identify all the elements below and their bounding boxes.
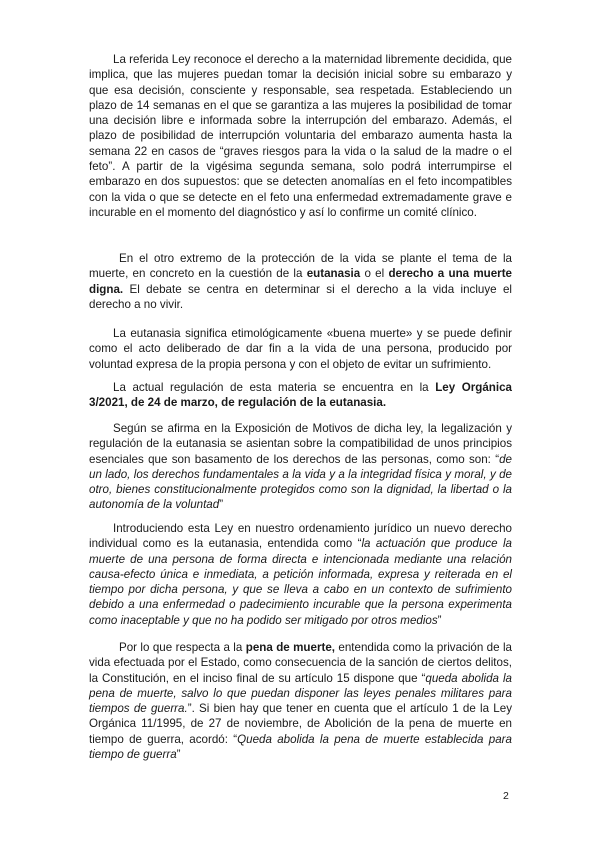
paragraph-new-right: Introduciendo esta Ley en nuestro ordenamiento jurídico un nuevo derecho individual como es la eutanasia, entendida como “la actuación que produce la muerte de una persona de forma directa e intencionada mediante una relación causa-efecto única e inmediata, a petición informada, expresa y reiterada en el tiempo por dicha persona, y que se lleva a cabo en un contexto de sufrimiento debido a una enfermedad o padecimiento incurable que la persona experimenta como inaceptable y que no ha podido ser mitigado por otros medios” xyxy=(89,522,512,627)
paragraph-euthanasia-definition: La eutanasia significa etimológicamente «buena muerte» y se puede definir como el acto deliberado de dar fin a la vida de una persona, producido por voluntad expresa de la propia persona y con el objeto de evitar un sufrimiento. xyxy=(89,327,512,371)
paragraph-euthanasia-intro: En el otro extremo de la protección de la vida se plante el tema de la muerte, en concreto en la cuestión de la eutanasia o el derecho a una muerte digna. El debate se centra en determinar si el derecho a la vida incluye el derecho a no vivir. xyxy=(89,252,513,311)
paragraph-exposition-motives: Según se afirma en la Exposición de Motivos de dicha ley, la legalización y regulación de la eutanasia se asientan sobre la compatibilidad de unos principios esenciales que son basamento de los derechos de las personas, como son: “de un lado, los derechos fundamentales a la vida y a la integridad física y moral, y de otro, bienes constitucionalmente protegidos como son la dignidad, la libertad o la autonomía de la voluntad” xyxy=(89,422,512,512)
paragraph-current-regulation: La actual regulación de esta materia se encuentra en la Ley Orgánica 3/2021, de 24 de marzo, de regulación de la eutanasia. xyxy=(89,381,512,410)
page-number: 2 xyxy=(503,790,509,802)
paragraph-maternity-law: La referida Ley reconoce el derecho a la maternidad libremente decidida, que implica, que las mujeres puedan tomar la decisión inicial sobre su embarazo y que esa decisión, consciente y responsable, sea respetada. Estableciendo un plazo de 14 semanas en el que se garantiza a las mujeres la posibilidad de tomar una decisión libre e informada sobre la interrupción del embarazo. Además, el plazo de posibilidad de interrupción voluntaria del embarazo aumenta hasta la semana 22 en casos de “graves riesgos para la vida o la salud de la madre o el feto”. A partir de la vigésima segunda semana, solo podrá interrumpirse el embarazo en dos supuestos: que se detecten anomalías en el feto incompatibles con la vida o que se detecte en el feto una enfermedad extremadamente grave e incurable en el momento del diagnóstico y así lo confirme un comité clínico. xyxy=(89,53,512,219)
paragraph-death-penalty: Por lo que respecta a la pena de muerte, entendida como la privación de la vida efectuada por el Estado, como consecuencia de la sanción de ciertos delitos, la Constitución, en el inciso final de su artículo 15 dispone que “queda abolida la pena de muerte, salvo lo que puedan disponer las leyes penales militares para tiempos de guerra.”. Si bien hay que tener en cuenta que el artículo 1 de la Ley Orgánica 11/1995, de 27 de noviembre, de Abolición de la pena de muerte en tiempo de guerra, acordó: “Queda abolida la pena de muerte establecida para tiempo de guerra” xyxy=(89,641,512,762)
